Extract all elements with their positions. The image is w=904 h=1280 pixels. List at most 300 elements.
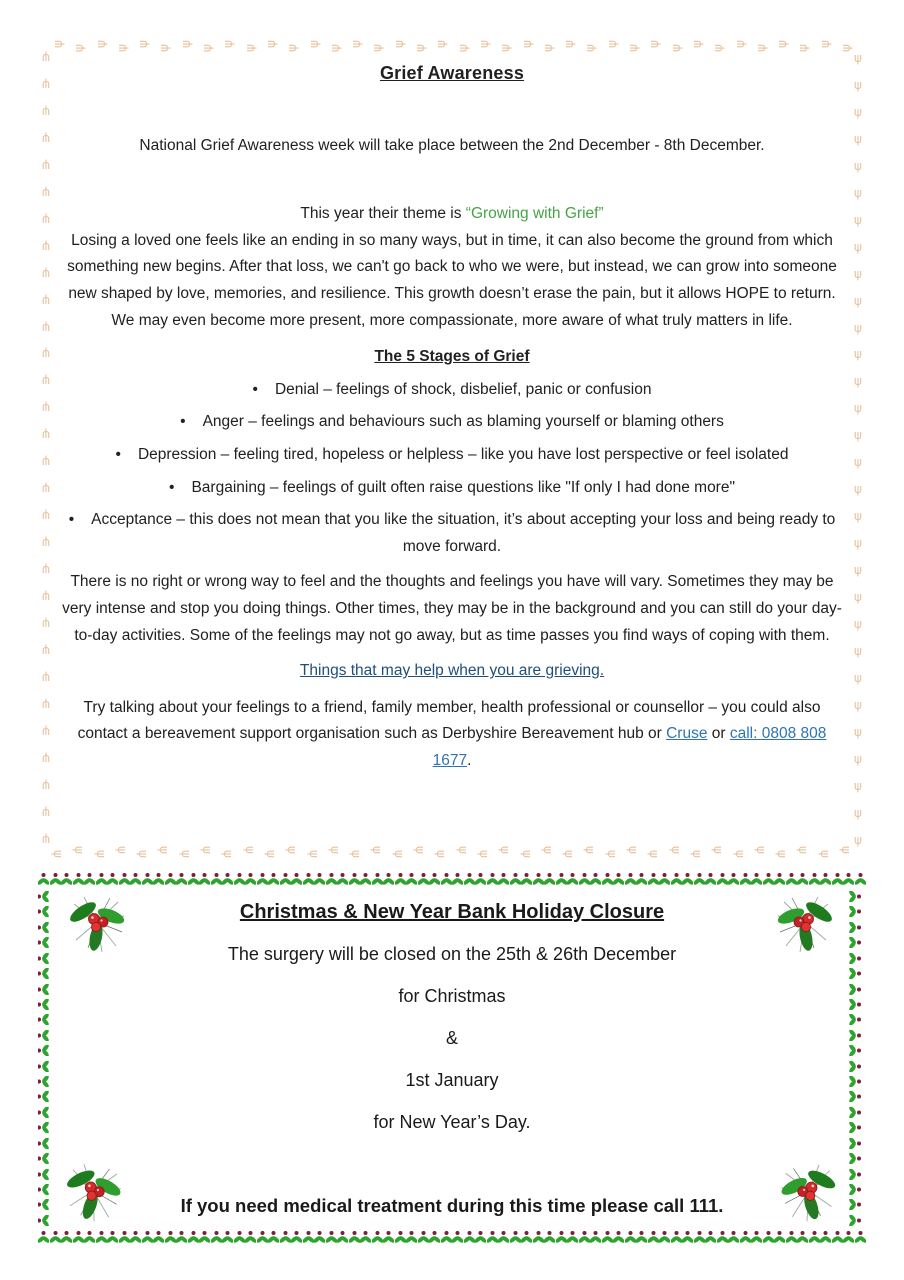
holly-leaf-unit-icon bbox=[849, 1138, 862, 1149]
holly-leaf-unit-icon bbox=[498, 872, 509, 887]
footprint-glyph-icon: ψ bbox=[854, 428, 862, 443]
footprint-glyph-icon: ψ bbox=[668, 846, 683, 854]
holly-leaf-unit-icon bbox=[533, 872, 544, 887]
holly-leaf-unit-icon bbox=[774, 1230, 785, 1245]
holly-leaf-unit-icon bbox=[326, 872, 337, 887]
holly-leaf-unit-icon bbox=[855, 872, 866, 887]
holly-leaf-unit-icon bbox=[291, 1230, 302, 1245]
holly-leaf-unit-icon bbox=[38, 999, 51, 1010]
holly-leaf-unit-icon bbox=[199, 872, 210, 887]
holly-leaf-unit-icon bbox=[797, 872, 808, 887]
holly-leaf-unit-icon bbox=[849, 1061, 862, 1072]
footprint-glyph-icon: ψ bbox=[42, 751, 50, 766]
footprint-glyph-icon: ψ bbox=[42, 401, 50, 416]
holly-leaf-unit-icon bbox=[38, 1169, 51, 1180]
holly-leaf-unit-icon bbox=[303, 872, 314, 887]
holly-leaf-unit-icon bbox=[849, 906, 862, 917]
holly-leaf-unit-icon bbox=[38, 1014, 51, 1025]
footprint-glyph-icon: ψ bbox=[455, 44, 470, 52]
footprint-glyph-icon: ψ bbox=[854, 347, 862, 362]
footprint-glyph-icon: ψ bbox=[519, 850, 534, 858]
footprint-glyph-icon: ψ bbox=[854, 320, 862, 335]
stage-item: • Bargaining – feelings of guilt often raise questions like "If only I had done more" bbox=[60, 475, 844, 502]
footprint-glyph-icon: ψ bbox=[50, 850, 65, 858]
holly-leaf-unit-icon bbox=[61, 872, 72, 887]
holly-leaf-unit-icon bbox=[786, 872, 797, 887]
holly-leaf-unit-icon bbox=[38, 984, 51, 995]
holly-leaf-unit-icon bbox=[61, 1230, 72, 1245]
holly-leaf-unit-icon bbox=[659, 1230, 670, 1245]
holly-border-top bbox=[38, 872, 866, 889]
footprint-glyph-icon: ψ bbox=[854, 778, 862, 793]
holly-leaf-unit-icon bbox=[349, 872, 360, 887]
grief-content bbox=[60, 52, 844, 846]
holly-leaf-unit-icon bbox=[107, 1230, 118, 1245]
holly-leaf-unit-icon bbox=[705, 1230, 716, 1245]
holly-leaf-unit-icon bbox=[38, 1215, 51, 1226]
footprint-glyph-icon: ψ bbox=[42, 428, 50, 443]
holly-leaf-unit-icon bbox=[383, 1230, 394, 1245]
holly-leaf-unit-icon bbox=[406, 1230, 417, 1245]
footprint-glyph-icon: ψ bbox=[42, 320, 50, 335]
footprint-glyph-icon: ψ bbox=[285, 846, 300, 854]
christmas-closure-section bbox=[38, 872, 866, 1245]
holly-leaf-unit-icon bbox=[728, 872, 739, 887]
holly-leaf-unit-icon bbox=[774, 872, 785, 887]
footprint-glyph-icon: ψ bbox=[854, 158, 862, 173]
holly-leaf-unit-icon bbox=[303, 1230, 314, 1245]
holly-leaf-unit-icon bbox=[855, 1230, 866, 1245]
holly-leaf-unit-icon bbox=[671, 1230, 682, 1245]
holly-leaf-unit-icon bbox=[38, 1199, 51, 1210]
holly-leaf-unit-icon bbox=[510, 872, 521, 887]
footprint-glyph-icon: ψ bbox=[854, 131, 862, 146]
footprint-glyph-icon: ψ bbox=[50, 40, 65, 48]
footprint-glyph-icon: ψ bbox=[42, 482, 50, 497]
footprint-glyph-icon: ψ bbox=[42, 131, 50, 146]
footprint-glyph-icon: ψ bbox=[604, 40, 619, 48]
footprint-glyph-icon: ψ bbox=[42, 51, 50, 65]
holly-leaf-unit-icon bbox=[648, 872, 659, 887]
holly-leaf-unit-icon bbox=[153, 1230, 164, 1245]
holly-leaf-unit-icon bbox=[705, 872, 716, 887]
holly-leaf-unit-icon bbox=[843, 872, 854, 887]
footprint-glyph-icon: ψ bbox=[42, 509, 50, 524]
footprint-glyph-icon: ψ bbox=[689, 40, 704, 48]
support-paragraph bbox=[60, 695, 844, 775]
footprint-glyph-icon: ψ bbox=[838, 44, 853, 52]
holly-leaf-unit-icon bbox=[291, 872, 302, 887]
holly-leaf-unit-icon bbox=[441, 1230, 452, 1245]
holly-leaf-unit-icon bbox=[625, 1230, 636, 1245]
footprint-glyph-icon: ψ bbox=[370, 846, 385, 854]
holly-leaf-unit-icon bbox=[556, 872, 567, 887]
footprint-glyph-icon: ψ bbox=[306, 40, 321, 48]
footprint-glyph-icon: ψ bbox=[854, 293, 862, 308]
holly-leaf-unit-icon bbox=[130, 872, 141, 887]
footprint-glyph-icon: ψ bbox=[178, 40, 193, 48]
holly-leaf-unit-icon bbox=[211, 872, 222, 887]
holly-leaf-unit-icon bbox=[38, 1230, 49, 1245]
holly-leaf-unit-icon bbox=[636, 1230, 647, 1245]
footprint-glyph-icon: ψ bbox=[854, 805, 862, 820]
footprint-glyph-icon: ψ bbox=[689, 850, 704, 858]
holly-leaf-unit-icon bbox=[234, 1230, 245, 1245]
holly-leaf-unit-icon bbox=[717, 1230, 728, 1245]
stage-item: • Anger – feelings and behaviours such as blaming yourself or blaming others bbox=[60, 409, 844, 436]
footprint-glyph-icon: ψ bbox=[263, 40, 278, 48]
holly-leaf-unit-icon bbox=[119, 872, 130, 887]
footprint-glyph-icon: ψ bbox=[854, 751, 862, 766]
footprint-glyph-icon: ψ bbox=[42, 455, 50, 470]
holly-leaf-unit-icon bbox=[625, 872, 636, 887]
footprint-glyph-icon: ψ bbox=[854, 617, 862, 632]
holly-leaf-unit-icon bbox=[176, 872, 187, 887]
holly-leaf-unit-icon bbox=[268, 872, 279, 887]
holly-leaf-unit-icon bbox=[199, 1230, 210, 1245]
footprint-glyph-icon: ψ bbox=[42, 374, 50, 389]
footprint-glyph-icon: ψ bbox=[42, 185, 50, 200]
holly-leaf-unit-icon bbox=[38, 872, 49, 887]
footprint-glyph-icon: ψ bbox=[455, 846, 470, 854]
holly-leaf-unit-icon bbox=[849, 1184, 862, 1195]
holly-leaf-unit-icon bbox=[832, 872, 843, 887]
footprint-glyph-icon: ψ bbox=[391, 40, 406, 48]
help-link-line bbox=[60, 658, 844, 685]
footprint-glyph-icon: ψ bbox=[221, 850, 236, 858]
grief-title: Grief Awareness bbox=[379, 63, 525, 83]
footprint-glyph-icon: ψ bbox=[42, 158, 50, 173]
holly-leaf-unit-icon bbox=[337, 1230, 348, 1245]
holly-leaf-unit-icon bbox=[372, 1230, 383, 1245]
footprint-glyph-icon: ψ bbox=[93, 850, 108, 858]
support-text-before: Try talking about your feelings to a friend, family member, health professional or counsellor – you could also contact a bereavement support organisation such as Derbyshire Bereavement hub or bbox=[77, 698, 821, 743]
footprint-glyph-icon: ψ bbox=[114, 44, 129, 52]
closure-title: Christmas & New Year Bank Holiday Closure bbox=[239, 901, 665, 923]
footprint-glyph-icon: ψ bbox=[854, 455, 862, 470]
footprint-glyph-icon: ψ bbox=[854, 212, 862, 227]
footprint-glyph-icon: ψ bbox=[327, 44, 342, 52]
footprint-glyph-icon: ψ bbox=[93, 40, 108, 48]
holly-leaf-unit-icon bbox=[728, 1230, 739, 1245]
footprint-glyph-icon: ψ bbox=[391, 850, 406, 858]
holly-leaf-unit-icon bbox=[38, 1030, 51, 1041]
holly-leaf-unit-icon bbox=[38, 1107, 51, 1118]
holly-leaf-unit-icon bbox=[38, 1184, 51, 1195]
holly-leaf-unit-icon bbox=[360, 872, 371, 887]
footprint-glyph-icon: ψ bbox=[732, 850, 747, 858]
holly-leaf-unit-icon bbox=[38, 1122, 51, 1133]
phone-link[interactable]: call: 0808 808 1677 bbox=[432, 725, 827, 769]
holly-leaf-unit-icon bbox=[326, 1230, 337, 1245]
holly-leaf-unit-icon bbox=[142, 872, 153, 887]
holly-leaf-unit-icon bbox=[487, 1230, 498, 1245]
footprint-glyph-icon: ψ bbox=[327, 846, 342, 854]
holly-leaf-unit-icon bbox=[567, 1230, 578, 1245]
footprint-glyph-icon: ψ bbox=[263, 850, 278, 858]
holly-leaf-unit-icon bbox=[843, 1230, 854, 1245]
holly-leaf-unit-icon bbox=[602, 872, 613, 887]
holly-leaf-unit-icon bbox=[268, 1230, 279, 1245]
footprint-glyph-icon: ψ bbox=[42, 239, 50, 254]
holly-leaf-unit-icon bbox=[395, 1230, 406, 1245]
footprint-glyph-icon: ψ bbox=[434, 40, 449, 48]
footprint-glyph-icon: ψ bbox=[200, 846, 215, 854]
closure-warning: If you need medical treatment during this time please call 111. bbox=[180, 1195, 724, 1216]
holly-leaf-unit-icon bbox=[360, 1230, 371, 1245]
footprint-glyph-icon: ψ bbox=[625, 44, 640, 52]
footprint-glyph-icon: ψ bbox=[42, 643, 50, 658]
footprint-glyph-icon: ψ bbox=[796, 44, 811, 52]
holly-leaf-unit-icon bbox=[849, 1014, 862, 1025]
holly-leaf-unit-icon bbox=[849, 1169, 862, 1180]
holly-leaf-unit-icon bbox=[487, 872, 498, 887]
holly-leaf-unit-icon bbox=[602, 1230, 613, 1245]
stage-item: • Acceptance – this does not mean that you like the situation, it’s about accepting your loss and being ready to move forward. bbox=[60, 507, 844, 560]
footprint-glyph-icon: ψ bbox=[370, 44, 385, 52]
holly-leaf-unit-icon bbox=[567, 872, 578, 887]
footprint-glyph-icon: ψ bbox=[42, 805, 50, 820]
closure-line: for Christmas bbox=[398, 986, 506, 1006]
stage-item: • Depression – feeling tired, hopeless or helpless – like you have lost perspective or feel isolated bbox=[60, 442, 844, 469]
footprint-glyph-icon: ψ bbox=[42, 536, 50, 551]
footprint-glyph-icon: ψ bbox=[498, 44, 513, 52]
footprint-glyph-icon: ψ bbox=[711, 44, 726, 52]
holly-leaf-unit-icon bbox=[740, 872, 751, 887]
footprint-glyph-icon: ψ bbox=[42, 778, 50, 793]
footprint-glyph-icon: ψ bbox=[604, 850, 619, 858]
holly-leaf-unit-icon bbox=[211, 1230, 222, 1245]
holly-leaf-unit-icon bbox=[464, 872, 475, 887]
closure-content bbox=[98, 889, 806, 1228]
footprint-glyph-icon: ψ bbox=[306, 850, 321, 858]
holly-leaf-unit-icon bbox=[849, 999, 862, 1010]
holly-leaf-unit-icon bbox=[613, 1230, 624, 1245]
holly-leaf-unit-icon bbox=[521, 872, 532, 887]
holly-leaf-unit-icon bbox=[38, 1076, 51, 1087]
holly-leaf-unit-icon bbox=[38, 1153, 51, 1164]
holly-leaf-unit-icon bbox=[280, 1230, 291, 1245]
holly-leaf-unit-icon bbox=[849, 1107, 862, 1118]
footprint-glyph-icon: ψ bbox=[583, 44, 598, 52]
footprint-glyph-icon: ψ bbox=[349, 40, 364, 48]
holly-leaf-unit-icon bbox=[849, 1030, 862, 1041]
theme-prefix: This year their theme is bbox=[300, 205, 466, 223]
footprint-glyph-icon: ψ bbox=[242, 44, 257, 52]
holly-leaf-unit-icon bbox=[165, 1230, 176, 1245]
holly-leaf-unit-icon bbox=[849, 1076, 862, 1087]
holly-leaf-unit-icon bbox=[786, 1230, 797, 1245]
holly-leaf-unit-icon bbox=[73, 872, 84, 887]
footprint-glyph-icon: ψ bbox=[647, 40, 662, 48]
footprint-glyph-icon: ψ bbox=[817, 40, 832, 48]
footprint-glyph-icon: ψ bbox=[178, 850, 193, 858]
footprint-glyph-icon: ψ bbox=[221, 40, 236, 48]
holly-leaf-unit-icon bbox=[406, 872, 417, 887]
footprint-glyph-icon: ψ bbox=[838, 846, 853, 854]
holly-leaf-unit-icon bbox=[590, 1230, 601, 1245]
footprint-glyph-icon: ψ bbox=[753, 846, 768, 854]
holly-leaf-unit-icon bbox=[395, 872, 406, 887]
footprint-glyph-icon: ψ bbox=[413, 846, 428, 854]
footprint-glyph-icon: ψ bbox=[200, 44, 215, 52]
footprint-glyph-icon: ψ bbox=[711, 846, 726, 854]
holly-leaf-unit-icon bbox=[372, 872, 383, 887]
holly-leaf-unit-icon bbox=[849, 937, 862, 948]
holly-leaf-unit-icon bbox=[130, 1230, 141, 1245]
holly-leaf-unit-icon bbox=[659, 872, 670, 887]
holly-leaf-unit-icon bbox=[849, 953, 862, 964]
footprint-glyph-icon: ψ bbox=[854, 832, 862, 847]
footprint-glyph-icon: ψ bbox=[413, 44, 428, 52]
footprint-glyph-icon: ψ bbox=[854, 643, 862, 658]
holly-leaf-unit-icon bbox=[849, 1045, 862, 1056]
holly-leaf-unit-icon bbox=[544, 1230, 555, 1245]
footprint-glyph-icon: ψ bbox=[854, 266, 862, 281]
holly-leaf-unit-icon bbox=[613, 872, 624, 887]
closure-line: 1st January bbox=[405, 1070, 499, 1090]
holly-leaf-unit-icon bbox=[452, 872, 463, 887]
holly-leaf-unit-icon bbox=[694, 1230, 705, 1245]
footprint-glyph-icon: ψ bbox=[817, 850, 832, 858]
holly-leaf-unit-icon bbox=[96, 872, 107, 887]
holly-leaf-unit-icon bbox=[694, 872, 705, 887]
holly-leaf-unit-icon bbox=[849, 968, 862, 979]
holly-leaf-unit-icon bbox=[142, 1230, 153, 1245]
footprint-glyph-icon: ψ bbox=[775, 850, 790, 858]
holly-leaf-unit-icon bbox=[38, 1061, 51, 1072]
cruse-link[interactable]: Cruse bbox=[666, 725, 708, 743]
footprint-glyph-icon: ψ bbox=[583, 846, 598, 854]
holly-leaf-unit-icon bbox=[521, 1230, 532, 1245]
footprint-glyph-icon: ψ bbox=[42, 77, 50, 92]
footprint-glyph-icon: ψ bbox=[476, 850, 491, 858]
footprint-glyph-icon: ψ bbox=[157, 44, 172, 52]
holly-leaf-unit-icon bbox=[809, 872, 820, 887]
stage-item: • Denial – feelings of shock, disbelief, panic or confusion bbox=[60, 377, 844, 404]
holly-leaf-unit-icon bbox=[464, 1230, 475, 1245]
holly-leaf-unit-icon bbox=[84, 1230, 95, 1245]
holly-leaf-unit-icon bbox=[188, 1230, 199, 1245]
closure-lines bbox=[98, 941, 806, 1136]
holly-leaf-unit-icon bbox=[763, 1230, 774, 1245]
footprint-glyph-icon: ψ bbox=[72, 846, 87, 854]
holly-leaf-unit-icon bbox=[96, 1230, 107, 1245]
holly-leaf-unit-icon bbox=[740, 1230, 751, 1245]
holly-leaf-unit-icon bbox=[671, 872, 682, 887]
holly-leaf-unit-icon bbox=[717, 872, 728, 887]
holly-leaf-unit-icon bbox=[38, 891, 51, 902]
footprint-glyph-icon: ψ bbox=[285, 44, 300, 52]
footprint-glyph-icon: ψ bbox=[540, 846, 555, 854]
holly-leaf-unit-icon bbox=[418, 1230, 429, 1245]
coping-paragraph: There is no right or wrong way to feel and the thoughts and feelings you have will vary. Sometimes they may be very intense and stop you doing things. Other times, they may be in the background and you can still do your day-to-day activities. Some of the feelings may not go away, but as time passes you find ways of coping with them. bbox=[62, 573, 842, 644]
holly-leaf-unit-icon bbox=[176, 1230, 187, 1245]
footprint-glyph-icon: ψ bbox=[42, 293, 50, 308]
holly-leaf-unit-icon bbox=[245, 872, 256, 887]
holly-leaf-unit-icon bbox=[636, 872, 647, 887]
holly-leaf-unit-icon bbox=[234, 872, 245, 887]
grief-intro: National Grief Awareness week will take place between the 2nd December - 8th December. bbox=[139, 136, 765, 154]
holly-leaf-unit-icon bbox=[222, 1230, 233, 1245]
footprint-glyph-icon: ψ bbox=[854, 185, 862, 200]
holly-leaf-unit-icon bbox=[849, 984, 862, 995]
holly-leaf-unit-icon bbox=[38, 953, 51, 964]
footprint-glyph-icon: ψ bbox=[562, 850, 577, 858]
holly-leaf-unit-icon bbox=[429, 872, 440, 887]
footprint-glyph-icon: ψ bbox=[668, 44, 683, 52]
footprint-glyph-icon: ψ bbox=[647, 850, 662, 858]
holly-leaf-unit-icon bbox=[429, 1230, 440, 1245]
grief-body-paragraph: Losing a loved one feels like an ending in so many ways, but in time, it can also become the ground from which something new begins. After that loss, we can't go back to who we were, but instead, we can grow into someone new shaped by love, memories, and resilience. This growth doesn’t erase the pain, but it allows HOPE to return. We may even become more present, more compassionate, more aware of what truly matters in life. bbox=[67, 231, 837, 329]
holly-leaf-unit-icon bbox=[188, 872, 199, 887]
footprint-glyph-icon: ψ bbox=[854, 104, 862, 119]
holly-leaf-unit-icon bbox=[590, 872, 601, 887]
holly-leaf-unit-icon bbox=[441, 872, 452, 887]
holly-leaf-unit-icon bbox=[849, 1153, 862, 1164]
holly-leaf-unit-icon bbox=[809, 1230, 820, 1245]
holly-leaf-unit-icon bbox=[452, 1230, 463, 1245]
grief-awareness-section bbox=[38, 36, 866, 862]
footprint-glyph-icon: ψ bbox=[136, 850, 151, 858]
footprint-glyph-icon: ψ bbox=[349, 850, 364, 858]
footprint-glyph-icon: ψ bbox=[476, 40, 491, 48]
holly-leaf-unit-icon bbox=[383, 872, 394, 887]
footprint-glyph-icon: ψ bbox=[854, 563, 862, 578]
holly-leaf-unit-icon bbox=[280, 872, 291, 887]
footprint-glyph-icon: ψ bbox=[854, 51, 862, 65]
holly-leaf-unit-icon bbox=[579, 1230, 590, 1245]
footprint-glyph-icon: ψ bbox=[242, 846, 257, 854]
holly-leaf-unit-icon bbox=[38, 1045, 51, 1056]
footprint-glyph-icon: ψ bbox=[854, 401, 862, 416]
footprint-glyph-icon: ψ bbox=[854, 670, 862, 685]
holly-leaf-unit-icon bbox=[556, 1230, 567, 1245]
footprint-glyph-icon: ψ bbox=[42, 697, 50, 712]
holly-leaf-unit-icon bbox=[38, 922, 51, 933]
footprint-glyph-icon: ψ bbox=[775, 40, 790, 48]
footprint-glyph-icon: ψ bbox=[42, 590, 50, 605]
holly-leaf-unit-icon bbox=[38, 937, 51, 948]
support-text-mid: or bbox=[707, 725, 730, 743]
holly-leaf-unit-icon bbox=[107, 872, 118, 887]
holly-leaf-unit-icon bbox=[820, 872, 831, 887]
holly-leaf-unit-icon bbox=[349, 1230, 360, 1245]
footprint-border-top bbox=[50, 36, 853, 52]
footprint-glyph-icon: ψ bbox=[157, 846, 172, 854]
stages-list bbox=[60, 377, 844, 561]
holly-leaf-unit-icon bbox=[832, 1230, 843, 1245]
footprint-glyph-icon: ψ bbox=[540, 44, 555, 52]
footprint-border-bottom bbox=[50, 846, 853, 862]
holly-leaf-unit-icon bbox=[222, 872, 233, 887]
holly-leaf-unit-icon bbox=[119, 1230, 130, 1245]
holly-border-left bbox=[38, 889, 55, 1228]
holly-leaf-unit-icon bbox=[314, 872, 325, 887]
grieving-help-link[interactable]: Things that may help when you are grieving. bbox=[299, 662, 605, 680]
holly-leaf-unit-icon bbox=[820, 1230, 831, 1245]
holly-leaf-unit-icon bbox=[682, 872, 693, 887]
footprint-glyph-icon: ψ bbox=[42, 266, 50, 281]
footprint-border-right bbox=[850, 52, 866, 846]
holly-leaf-unit-icon bbox=[849, 922, 862, 933]
holly-leaf-unit-icon bbox=[475, 1230, 486, 1245]
holly-leaf-unit-icon bbox=[418, 872, 429, 887]
holly-leaf-unit-icon bbox=[153, 872, 164, 887]
holly-leaf-unit-icon bbox=[257, 872, 268, 887]
holly-leaf-unit-icon bbox=[38, 1138, 51, 1149]
holly-border-bottom bbox=[38, 1228, 866, 1245]
